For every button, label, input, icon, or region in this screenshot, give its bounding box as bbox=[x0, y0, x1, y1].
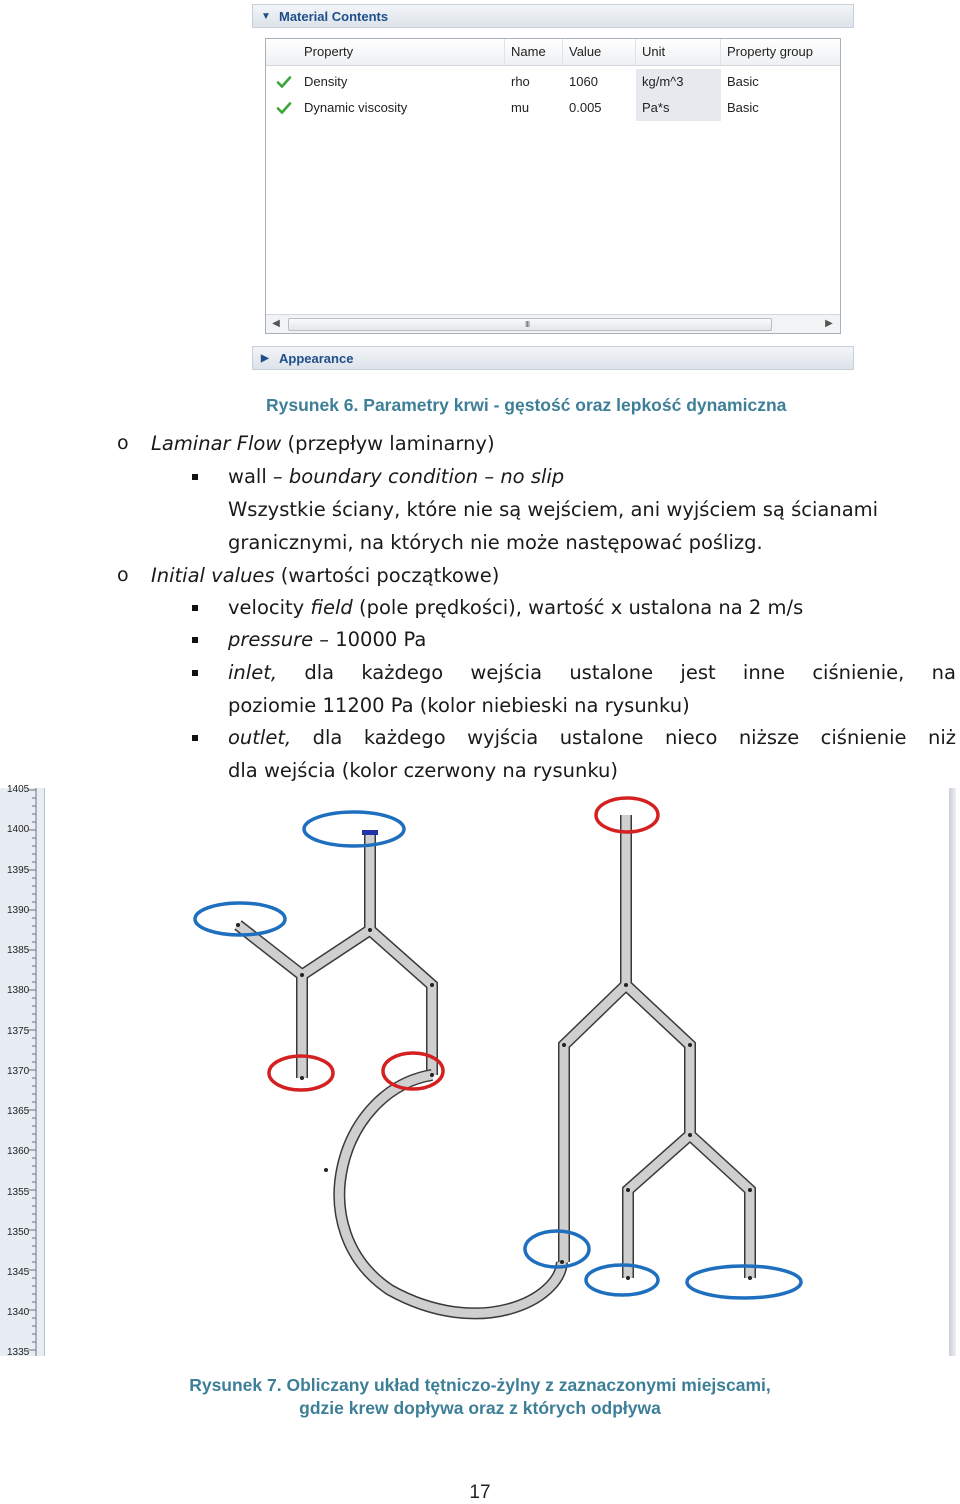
vessel-network bbox=[238, 815, 750, 1313]
cell-property: Dynamic viscosity bbox=[304, 100, 408, 115]
table-row[interactable] bbox=[266, 95, 759, 121]
ruler-label: 1355 bbox=[7, 1187, 30, 1198]
appearance-title: Appearance bbox=[279, 350, 354, 366]
list-item-inlet: inlet, dla każdego wejścia ustalone jest inne ciśnienie, na bbox=[228, 661, 956, 684]
boundary-markers bbox=[195, 798, 801, 1298]
outlet-description: dla wejścia (kolor czerwony na rysunku) bbox=[228, 759, 618, 782]
chevron-down-icon: ▼ bbox=[261, 10, 271, 22]
column-property-group[interactable]: Property group bbox=[727, 44, 813, 59]
cell-name: rho bbox=[511, 74, 530, 89]
chevron-right-icon: ▶ bbox=[261, 352, 269, 364]
square-bullet bbox=[192, 670, 198, 676]
list-item-initial-values: Initial values (wartości początkowe) bbox=[151, 564, 500, 587]
scrollbar-grip: III bbox=[525, 320, 530, 329]
square-bullet bbox=[192, 735, 198, 741]
ruler-label: 1365 bbox=[7, 1106, 30, 1117]
ruler-label: 1405 bbox=[7, 784, 30, 795]
ruler-label: 1395 bbox=[7, 865, 30, 876]
column-name[interactable]: Name bbox=[505, 39, 563, 65]
cell-name: mu bbox=[511, 100, 530, 115]
square-bullet bbox=[192, 605, 198, 611]
list-item-outlet: outlet, dla każdego wyjścia ustalone nieco niższe ciśnienie niż bbox=[228, 726, 956, 749]
ruler-label: 1340 bbox=[7, 1307, 30, 1318]
inlet-marker bbox=[525, 1231, 589, 1267]
selected-inlet-boundary bbox=[362, 830, 378, 835]
figure-7-caption bbox=[0, 1374, 960, 1420]
list-item-laminar: Laminar Flow (przepływ laminarny) bbox=[151, 432, 495, 455]
cell-property: Density bbox=[304, 74, 348, 89]
list-item-pressure: pressure – 10000 Pa bbox=[228, 628, 427, 651]
list-bullet: o bbox=[117, 432, 129, 454]
column-value[interactable]: Value bbox=[563, 39, 636, 65]
scroll-right-icon[interactable]: ▶ bbox=[825, 318, 833, 329]
cell-unit[interactable]: Pa*s bbox=[636, 95, 721, 121]
list-item-wall: wall – boundary condition – no slip bbox=[228, 465, 565, 488]
ruler-label: 1400 bbox=[7, 824, 30, 835]
inlet-description: poziomie 11200 Pa (kolor niebieski na rysunku) bbox=[228, 694, 690, 717]
figure-7-caption-line2: gdzie krew dopływa oraz z których odpływa bbox=[299, 1398, 661, 1418]
ruler-label: 1375 bbox=[7, 1026, 30, 1037]
list-item-velocity: velocity field (pole prędkości), wartość x ustalona na 2 m/s bbox=[228, 596, 804, 619]
ruler-label: 1335 bbox=[7, 1347, 30, 1358]
scrollbar-thumb[interactable] bbox=[288, 318, 772, 331]
ruler-label: 1385 bbox=[7, 945, 30, 956]
vessel-geometry-drawing bbox=[44, 788, 949, 1356]
cell-group: Basic bbox=[727, 74, 759, 89]
cell-unit[interactable]: kg/m^3 bbox=[636, 69, 721, 95]
scroll-left-icon[interactable]: ◀ bbox=[272, 318, 280, 329]
ruler-label: 1345 bbox=[7, 1267, 30, 1278]
laminar-term: Laminar Flow bbox=[151, 432, 282, 455]
ruler-label: 1350 bbox=[7, 1227, 30, 1238]
ruler-label: 1370 bbox=[7, 1066, 30, 1077]
cell-value[interactable]: 0.005 bbox=[569, 100, 602, 115]
viewport-edge bbox=[949, 788, 956, 1356]
column-property[interactable]: Property bbox=[298, 39, 505, 65]
material-contents-title: Material Contents bbox=[279, 8, 389, 24]
check-icon bbox=[276, 100, 292, 116]
cell-value[interactable]: 1060 bbox=[569, 74, 598, 89]
square-bullet bbox=[192, 637, 198, 643]
material-contents-header[interactable] bbox=[252, 4, 854, 28]
appearance-header[interactable] bbox=[252, 346, 854, 370]
material-properties-table bbox=[265, 38, 841, 334]
square-bullet bbox=[192, 474, 198, 480]
geometry-vertices bbox=[236, 923, 752, 1280]
figure-6-caption: Rysunek 6. Parametry krwi - gęstość oraz lepkość dynamiczna bbox=[266, 395, 787, 415]
ruler-label: 1360 bbox=[7, 1146, 30, 1157]
wall-description: Wszystkie ściany, które nie są wejściem, ani wyjściem są ścianami bbox=[228, 498, 879, 521]
ruler-label: 1390 bbox=[7, 905, 30, 916]
horizontal-scrollbar[interactable] bbox=[266, 314, 840, 333]
list-bullet: o bbox=[117, 564, 129, 586]
column-unit[interactable]: Unit bbox=[636, 39, 721, 65]
ruler-label: 1380 bbox=[7, 985, 30, 996]
check-icon bbox=[276, 74, 292, 90]
inlet-marker bbox=[304, 812, 404, 846]
table-row[interactable] bbox=[266, 69, 759, 95]
material-contents-panel bbox=[252, 2, 854, 368]
page-number: 17 bbox=[469, 1482, 491, 1503]
vertical-ruler bbox=[0, 784, 45, 1358]
cell-group: Basic bbox=[727, 100, 759, 115]
wall-description-cont: granicznymi, na których nie może następować poślizg. bbox=[228, 531, 763, 554]
figure-7-caption-line1: Rysunek 7. Obliczany układ tętniczo-żylny z zaznaczonymi miejscami, bbox=[189, 1375, 771, 1395]
table-header bbox=[266, 39, 840, 66]
